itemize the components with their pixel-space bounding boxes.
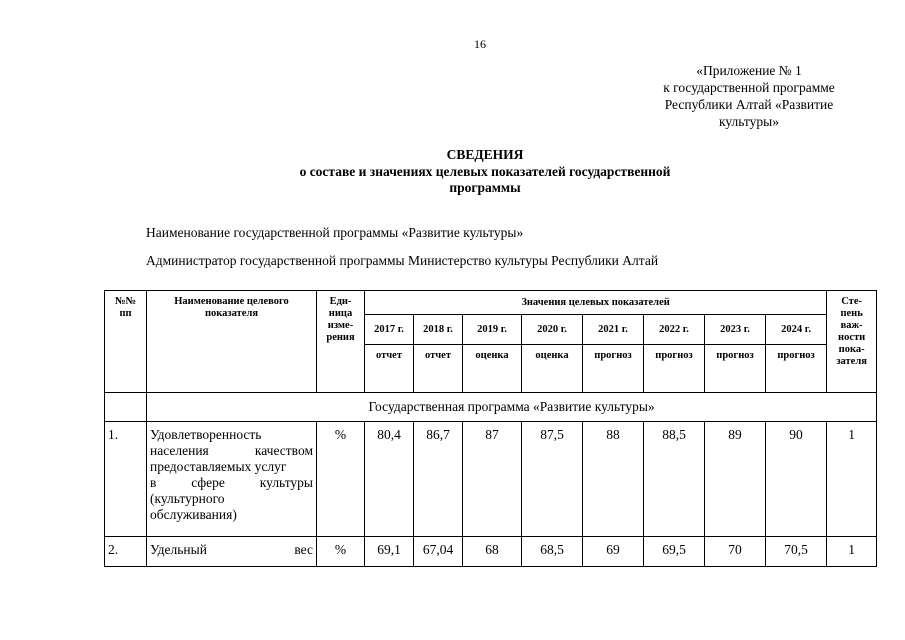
header-status: оценка — [463, 345, 522, 393]
header-year: 2024 г. — [766, 315, 827, 345]
row-value: 69,1 — [365, 537, 414, 567]
row-value: 88,5 — [644, 422, 705, 537]
row-indicator-name — [147, 422, 317, 537]
header-text: изме- — [327, 320, 354, 331]
row-value: 69 — [583, 537, 644, 567]
row-degree: 1 — [827, 422, 877, 537]
name-line: обслуживания) — [150, 507, 237, 522]
header-text: важ- — [840, 320, 863, 331]
table-row — [105, 537, 877, 567]
header-text: пень — [840, 308, 863, 319]
header-text: рения — [326, 332, 355, 343]
header-year: 2017 г. — [365, 315, 414, 345]
row-value: 69,5 — [644, 537, 705, 567]
header-year: 2019 г. — [463, 315, 522, 345]
name-line: (культурного — [150, 491, 225, 506]
group-row — [105, 393, 877, 422]
row-value: 70,5 — [766, 537, 827, 567]
name-line: Удовлетворенность — [150, 427, 262, 442]
header-name — [147, 291, 317, 393]
row-value: 87 — [463, 422, 522, 537]
header-year: 2022 г. — [644, 315, 705, 345]
header-text: №№ — [114, 296, 137, 307]
header-year: 2020 г. — [522, 315, 583, 345]
row-unit: % — [317, 422, 365, 537]
header-num — [105, 291, 147, 393]
group-row-label: Государственная программа «Развитие культуры» — [147, 393, 877, 422]
header-text: зателя — [836, 356, 867, 367]
row-value: 90 — [766, 422, 827, 537]
title-line: программы — [449, 180, 521, 195]
header-text: Сте- — [841, 296, 862, 307]
row-value: 88 — [583, 422, 644, 537]
header-status: прогноз — [644, 345, 705, 393]
header-year: 2021 г. — [583, 315, 644, 345]
page-number: 16 — [474, 37, 486, 51]
header-text: Наименование целевого — [174, 296, 289, 307]
indicators-table — [104, 290, 877, 567]
administrator-line: Администратор государственной программы Министерство культуры Республики Алтай — [146, 253, 659, 268]
header-row-1 — [105, 291, 877, 315]
appendix-line: к государственной программе — [663, 80, 835, 95]
header-text: ница — [328, 308, 353, 319]
header-degree — [827, 291, 877, 393]
row-unit: % — [317, 537, 365, 567]
header-text: пп — [119, 308, 132, 319]
row-number: 2. — [105, 537, 147, 567]
group-row-empty — [105, 393, 147, 422]
row-degree: 1 — [827, 537, 877, 567]
name-line: населения качеством — [150, 443, 313, 458]
row-value: 70 — [705, 537, 766, 567]
row-indicator-name — [147, 537, 317, 567]
row-value: 80,4 — [365, 422, 414, 537]
header-status: отчет — [365, 345, 414, 393]
appendix-line: Республики Алтай «Развитие — [664, 97, 834, 112]
header-status: прогноз — [705, 345, 766, 393]
header-values-group: Значения целевых показателей — [365, 291, 827, 315]
header-text: ности — [838, 332, 866, 343]
row-number: 1. — [105, 422, 147, 537]
row-value: 89 — [705, 422, 766, 537]
appendix-note — [640, 62, 858, 130]
name-line: в сфере культуры — [150, 475, 313, 490]
appendix-line: «Приложение № 1 — [696, 63, 802, 78]
program-name-line: Наименование государственной программы «Развитие культуры» — [146, 225, 524, 240]
header-status: прогноз — [583, 345, 644, 393]
document-title — [220, 147, 750, 197]
header-status: оценка — [522, 345, 583, 393]
appendix-line: культуры» — [719, 114, 779, 129]
header-status: прогноз — [766, 345, 827, 393]
table-row — [105, 422, 877, 537]
name-line: предоставляемых услуг — [150, 459, 287, 474]
row-value: 68 — [463, 537, 522, 567]
row-value: 87,5 — [522, 422, 583, 537]
header-year: 2018 г. — [414, 315, 463, 345]
header-text: Еди- — [329, 296, 352, 307]
header-text: показателя — [204, 308, 259, 319]
row-value: 86,7 — [414, 422, 463, 537]
header-year: 2023 г. — [705, 315, 766, 345]
header-unit — [317, 291, 365, 393]
title-line: СВЕДЕНИЯ — [446, 147, 524, 162]
title-line: о составе и значениях целевых показателей государственной — [299, 163, 671, 179]
header-text: пока- — [838, 344, 865, 355]
row-value: 68,5 — [522, 537, 583, 567]
header-status: отчет — [414, 345, 463, 393]
name-line: Удельный вес — [150, 542, 313, 557]
row-value: 67,04 — [414, 537, 463, 567]
